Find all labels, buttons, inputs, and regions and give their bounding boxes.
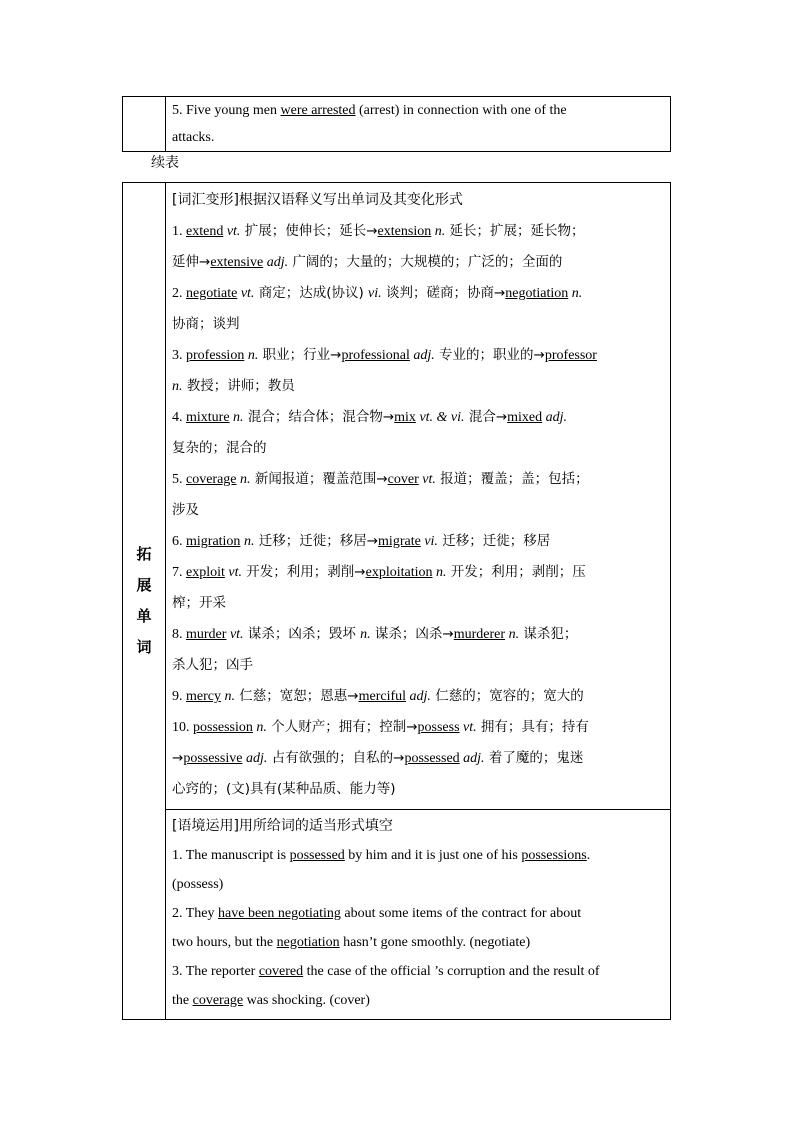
- chinese-meaning: 延伸→: [172, 254, 211, 270]
- text-segment: 5. Five young men: [172, 103, 281, 118]
- vocab-item-8-cont: [172, 650, 664, 681]
- chinese-meaning: 协商；谈判: [172, 316, 240, 332]
- chinese-meaning: 教授；讲师；教员: [182, 378, 295, 394]
- part-of-speech: n.: [436, 565, 447, 580]
- text-segment: .: [586, 848, 591, 863]
- part-of-speech: vt.: [240, 286, 255, 301]
- chinese-meaning: 新闻报道；覆盖范围→: [250, 471, 388, 487]
- vocab-item-8: [172, 619, 664, 650]
- answer-word: negotiate: [186, 286, 238, 301]
- part-of-speech: n.: [247, 348, 259, 363]
- vocab-extension-table: [122, 182, 671, 1020]
- text-segment: hasn’t gone smoothly. (negotiate): [339, 935, 531, 950]
- answer-word: cover: [387, 472, 419, 487]
- chinese-meaning: 榨；开采: [172, 595, 226, 611]
- chinese-meaning: 商定；达成(协议): [254, 285, 369, 301]
- answer-word: possession: [193, 720, 253, 735]
- chinese-meaning: 迁移；迁徙；移居: [437, 533, 551, 549]
- answer-word: professional: [341, 348, 410, 363]
- answer-word: mix: [394, 410, 416, 425]
- vocab-item-2-cont: [172, 309, 664, 340]
- chinese-meaning: 谈判；磋商；协商→: [381, 285, 506, 301]
- chinese-meaning: 报道；覆盖；盖；包括；: [435, 471, 589, 487]
- continued-answer-table: [122, 96, 671, 152]
- chinese-meaning: 谋杀犯；: [519, 626, 578, 642]
- part-of-speech: vt. & vi.: [419, 410, 465, 425]
- chinese-meaning: 谋杀；凶杀；毁坏: [243, 626, 361, 642]
- chinese-meaning: 职业；行业→: [258, 347, 342, 363]
- vocab-item-10-cont: [172, 743, 664, 774]
- chinese-meaning: 心窍的；(文)具有(某种品质、能力等): [172, 781, 396, 797]
- answer-word: have been negotiating: [218, 906, 341, 921]
- chinese-meaning: 着了魔的；鬼迷: [484, 750, 584, 766]
- part-of-speech: vt.: [422, 472, 436, 487]
- chinese-meaning: 个人财产；拥有；控制→: [266, 719, 418, 735]
- answer-word: murder: [186, 627, 227, 642]
- part-of-speech: adj.: [413, 348, 435, 363]
- answer-line-1: [172, 97, 664, 124]
- vocab-item-3-cont: [172, 371, 664, 402]
- answer-word: possessed: [289, 848, 345, 863]
- chinese-meaning: 谋杀；凶杀→: [370, 626, 454, 642]
- chinese-meaning: 复杂的；混合的: [172, 440, 267, 456]
- vocab-item-2: [172, 278, 664, 309]
- text-segment: (arrest) in connection with one of the: [355, 103, 567, 118]
- vocab-item-1: [172, 216, 664, 247]
- text-segment: two hours, but the: [172, 935, 277, 950]
- answer-word: extensive: [210, 255, 264, 270]
- part-of-speech: n.: [434, 224, 446, 239]
- text-segment: 3.: [172, 348, 186, 363]
- vocab-heading: [词汇变形]根据汉语释义写出单词及其变化形式: [172, 192, 463, 208]
- text-segment: 5.: [172, 472, 186, 487]
- part-of-speech: n.: [256, 720, 267, 735]
- answer-word: extend: [186, 224, 224, 239]
- answer-blank: were arrested: [280, 103, 356, 118]
- chinese-meaning: 仁慈；宽恕；恩惠→: [234, 688, 359, 704]
- answer-word: coverage: [192, 993, 244, 1008]
- part-of-speech: adj.: [245, 751, 268, 766]
- chinese-meaning: 拥有；具有；持有: [476, 719, 589, 735]
- chinese-meaning: 扩展；使伸长；延长→: [240, 223, 378, 239]
- chinese-meaning: 仁慈的；宽容的；宽大的: [430, 688, 584, 704]
- chinese-meaning: →: [172, 750, 184, 766]
- answer-word: professor: [544, 348, 597, 363]
- vocab-item-6: [172, 526, 664, 557]
- answer-word: possessive: [183, 751, 243, 766]
- chinese-meaning: 杀人犯；凶手: [172, 657, 253, 673]
- context-cell: [166, 810, 671, 1020]
- vocab-item-10: [172, 712, 664, 743]
- part-of-speech: vt.: [463, 720, 477, 735]
- part-of-speech: vi.: [424, 534, 438, 549]
- chinese-meaning: 涉及: [172, 502, 199, 518]
- answer-word: possessed: [404, 751, 460, 766]
- answer-word: extension: [377, 224, 432, 239]
- context-sentence-1-cont: [172, 870, 664, 899]
- empty-label-cell: [123, 97, 166, 152]
- context-sentence-1: [172, 841, 664, 870]
- context-sentence-3-cont: [172, 986, 664, 1015]
- text-segment: 1. The manuscript is: [172, 848, 290, 863]
- text-segment: 6.: [172, 534, 186, 549]
- text-segment: the case of the official ’s corruption and the result of: [303, 964, 600, 979]
- vocab-item-7-cont: [172, 588, 664, 619]
- text-segment: 7.: [172, 565, 186, 580]
- chinese-meaning: 迁移；迁徙；移居→: [254, 533, 379, 549]
- vocab-item-4-cont: [172, 433, 664, 464]
- answer-word: mercy: [186, 689, 221, 704]
- context-sentence-3: [172, 957, 664, 986]
- vocab-item-4: [172, 402, 664, 433]
- side-label: 拓展单词: [136, 545, 152, 656]
- part-of-speech: vt.: [228, 565, 242, 580]
- vocab-item-5: [172, 464, 664, 495]
- vocab-item-5-cont: [172, 495, 664, 526]
- part-of-speech: n.: [360, 627, 371, 642]
- part-of-speech: n.: [508, 627, 520, 642]
- chinese-meaning: 专业的；职业的→: [434, 347, 545, 363]
- text-segment: 4.: [172, 410, 186, 425]
- vocab-item-3: [172, 340, 664, 371]
- answer-word: merciful: [358, 689, 407, 704]
- text-segment: 2.: [172, 286, 186, 301]
- vocab-cell: [166, 183, 671, 810]
- answer-word: murderer: [453, 627, 506, 642]
- chinese-meaning: 混合；结合体；混合物→: [243, 409, 395, 425]
- vocab-item-9: [172, 681, 664, 712]
- side-label-cell: [123, 183, 166, 1020]
- text-segment: (possess): [172, 877, 224, 892]
- chinese-meaning: 广阔的；大量的；大规模的；广泛的；全面的: [288, 254, 563, 270]
- answer-word: exploitation: [365, 565, 433, 580]
- part-of-speech: n.: [172, 379, 183, 394]
- text-segment: 10.: [172, 720, 193, 735]
- text-segment: 2. They: [172, 906, 219, 921]
- text-segment: the: [172, 993, 193, 1008]
- continued-table-caption: 续表: [151, 155, 179, 171]
- vocab-item-7: [172, 557, 664, 588]
- text-segment: 9.: [172, 689, 186, 704]
- text-segment: was shocking. (cover): [243, 993, 370, 1008]
- part-of-speech: n.: [224, 689, 235, 704]
- vocab-item-10-cont2: [172, 774, 664, 805]
- part-of-speech: n.: [571, 286, 583, 301]
- answer-word: possess: [417, 720, 460, 735]
- chinese-meaning: 开发；利用；剥削；压: [446, 564, 586, 580]
- answer-word: negotiation: [276, 935, 340, 950]
- part-of-speech: vt.: [226, 224, 241, 239]
- context-sentence-2-cont: [172, 928, 664, 957]
- chinese-meaning: 混合→: [464, 409, 508, 425]
- answer-word: migrate: [378, 534, 421, 549]
- answer-line-2: attacks.: [172, 130, 215, 145]
- part-of-speech: adj.: [545, 410, 568, 425]
- part-of-speech: adj.: [266, 255, 289, 270]
- part-of-speech: n.: [243, 534, 255, 549]
- answer-word: profession: [186, 348, 245, 363]
- text-segment: 3. The reporter: [172, 964, 259, 979]
- part-of-speech: n.: [233, 410, 244, 425]
- part-of-speech: vt.: [229, 627, 244, 642]
- answer-word: migration: [186, 534, 241, 549]
- text-segment: about some items of the contract for about: [340, 906, 582, 921]
- part-of-speech: adj.: [409, 689, 431, 704]
- vocab-item-1-cont: [172, 247, 664, 278]
- context-sentence-2: [172, 899, 664, 928]
- chinese-meaning: 占有欲强的；自私的→: [267, 750, 405, 766]
- answer-word: negotiation: [505, 286, 569, 301]
- answer-cell: [166, 97, 671, 152]
- context-heading: [语境运用]用所给词的适当形式填空: [172, 818, 393, 834]
- answer-word: exploit: [186, 565, 225, 580]
- text-segment: 1.: [172, 224, 186, 239]
- answer-word: covered: [258, 964, 304, 979]
- answer-word: coverage: [186, 472, 237, 487]
- chinese-meaning: 延长；扩展；延长物；: [445, 223, 585, 239]
- answer-word: possessions: [521, 848, 587, 863]
- text-segment: by him and it is just one of his: [344, 848, 522, 863]
- chinese-meaning: 开发；利用；剥削→: [242, 564, 366, 580]
- text-segment: 8.: [172, 627, 186, 642]
- answer-word: mixed: [507, 410, 543, 425]
- part-of-speech: vi.: [368, 286, 382, 301]
- part-of-speech: adj.: [463, 751, 485, 766]
- answer-word: mixture: [186, 410, 230, 425]
- part-of-speech: n.: [240, 472, 251, 487]
